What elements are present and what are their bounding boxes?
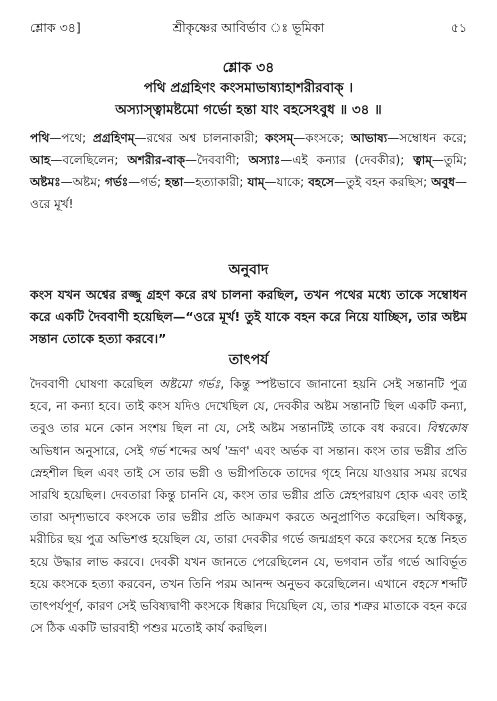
synonym-meaning: —অষ্টম; — [60, 175, 105, 189]
synonym-meaning: —রথের অশ্ব চালনাকারী; — [134, 131, 266, 145]
synonym-word: প্রগ্রহিণম্‌ — [92, 131, 135, 145]
synonym-word: অস্যাঃ — [248, 153, 281, 167]
synonym-meaning: —তুই বহন করছিস; — [333, 175, 432, 189]
translation-text: কংস যখন অশ্বের রজ্জু গ্রহণ করে রথ চালনা করছিল, তখন পথের মধ্যে তাকে সম্বোধন করে একটি দৈববাণী হয়েছিল—“ওরে মূর্খ! তুই যাকে বহন করে নিয়ে যাচ্ছিস, তার অষ্টম সন্তান তোকে হত্যা করবে।” — [30, 287, 467, 346]
purport-text: , কিন্তু স্পষ্টভাবে জানানো হয়নি সেই সন্তানটি পুত্র হবে, না কন্যা হবে। তাই কংস যদিও দেখেছিল যে, দেবকীর অষ্টম সন্তানটি ছিল একটি কন্যা, তবুও তার মনে কোন সংশয় ছিল না যে, সেই অষ্টম সন্তানটিই তাকে বধ করবে। — [30, 377, 467, 436]
purport-text: শব্দটি তাৎপর্যপূর্ণ, কারণ সেই ভবিষ্যদ্বাণী কংসকে ধিক্কার দিয়েছিল যে, তার শত্রুর মাতাকে বহন করে সে ঠিক একটি ভারবাহী পশুর মতোই কার্য করছিল। — [30, 576, 467, 636]
synonym-meaning: —দৈববাণী; — [185, 153, 249, 167]
synonym-meaning: —পথে; — [49, 131, 93, 145]
synonym-word: আহ — [30, 153, 51, 167]
synonym-meaning: —হত্যাকারী; — [183, 175, 248, 189]
purport-italic-term: অষ্টমো গর্ভঃ — [158, 377, 221, 391]
synonym-meaning: —এই কন্যার (দেবকীর); — [280, 153, 414, 167]
synonym-word: বহসে — [308, 175, 334, 189]
purport-italic-term: বহসে — [411, 576, 438, 591]
synonym-word: ত্বাম্‌ — [413, 153, 432, 167]
translation-title: অনুবাদ — [228, 262, 269, 278]
synonym-meaning: —সম্বোধন করে; — [387, 131, 467, 145]
synonym-word: হন্তা — [165, 175, 184, 189]
verse-heading: শ্লোক ৩৪ — [222, 60, 275, 76]
purport-italic-term: গর্ভ — [148, 443, 165, 458]
synonym-word: আভাষ্য — [350, 131, 388, 145]
purport-paragraph — [30, 373, 467, 639]
running-head — [30, 18, 467, 38]
synonym-word: পথি — [30, 131, 50, 145]
verse-line-1: পথি প্রগ্রহিণং কংসমাভাষ্যাহাশরীরবাক্‌ । — [143, 80, 354, 96]
synonym-word: কংসম্‌ — [265, 131, 294, 145]
purport-text: অভিধান অনুসারে, সেই — [30, 443, 149, 458]
chapter-title: শ্রীকৃষ্ণের আবির্ভাব ঃ ভূমিকা — [172, 20, 325, 35]
purport-text: শব্দের অর্থ 'ভ্রূণ' এবং অর্ভক বা সন্তান। কংস তার ভগ্নীর প্রতি স্নেহশীল ছিল এবং তাই সে তার ভগ্নী ও ভগ্নীপতিকে তাদের গৃহে নিয়ে যাওয়ার সময় রথের সারথি হয়েছিল। দেবতারা কিন্তু চাননি যে, কংস তার ভগ্নীর প্রতি স্নেহপরায়ণ হোক এবং তাই তারা অদৃশ্যভাবে কংসকে তার ভগ্নীর প্রতি আক্রমণ করতে অনুপ্রাণিত করেছিল। অধিকন্তু, মরীচির ছয় পুত্র অভিশপ্ত হয়েছিল যে, তারা দেবকীর গর্ভে জন্মগ্রহণ করে কংসের হস্তে নিহত হয়ে উদ্ধার লাভ করবে। দেবকী যখন জানতে পেরেছিলেন যে, ভগবান তাঁর গর্ভে আবির্ভূত হয়ে কংসকে হত্যা করবেন, তখন তিনি পরম আনন্দ অনুভব করেছিলেন। এখানে — [30, 443, 467, 591]
synonym-meaning: —ওরে মূর্খ! — [30, 175, 467, 211]
synonym-word: যাম্‌ — [247, 175, 265, 189]
synonym-word: অষ্টমঃ — [30, 175, 61, 189]
synonym-word: গর্ভঃ — [105, 175, 129, 189]
synonym-meaning: —কংসকে; — [293, 131, 351, 145]
synonym-meaning: —গর্ভ; — [128, 175, 166, 189]
verse-line-2: অস্যাস্ত্বামষ্টমো গর্ভো হন্তা যাং বহসেঽবুধ ॥ ৩৪ ॥ — [115, 102, 382, 118]
synonym-meaning: —যাকে; — [264, 175, 309, 189]
synonym-word: অশরীর-বাক্‌ — [127, 153, 185, 167]
purport-title: তাৎপর্য — [228, 352, 269, 368]
page-number: ৫১ — [450, 20, 467, 35]
word-for-word-synonyms — [30, 127, 467, 215]
purport-italic-term: বিশ্বকোষ — [426, 421, 467, 436]
synonym-meaning: —বলেছিলেন; — [50, 153, 128, 167]
purport-text: দৈববাণী ঘোষণা করেছিল — [30, 377, 159, 391]
synonym-meaning: —তুমি; — [431, 153, 468, 167]
synonym-word: অবুধ — [431, 175, 455, 189]
verse-reference: শ্লোক ৩৪] — [30, 20, 81, 35]
